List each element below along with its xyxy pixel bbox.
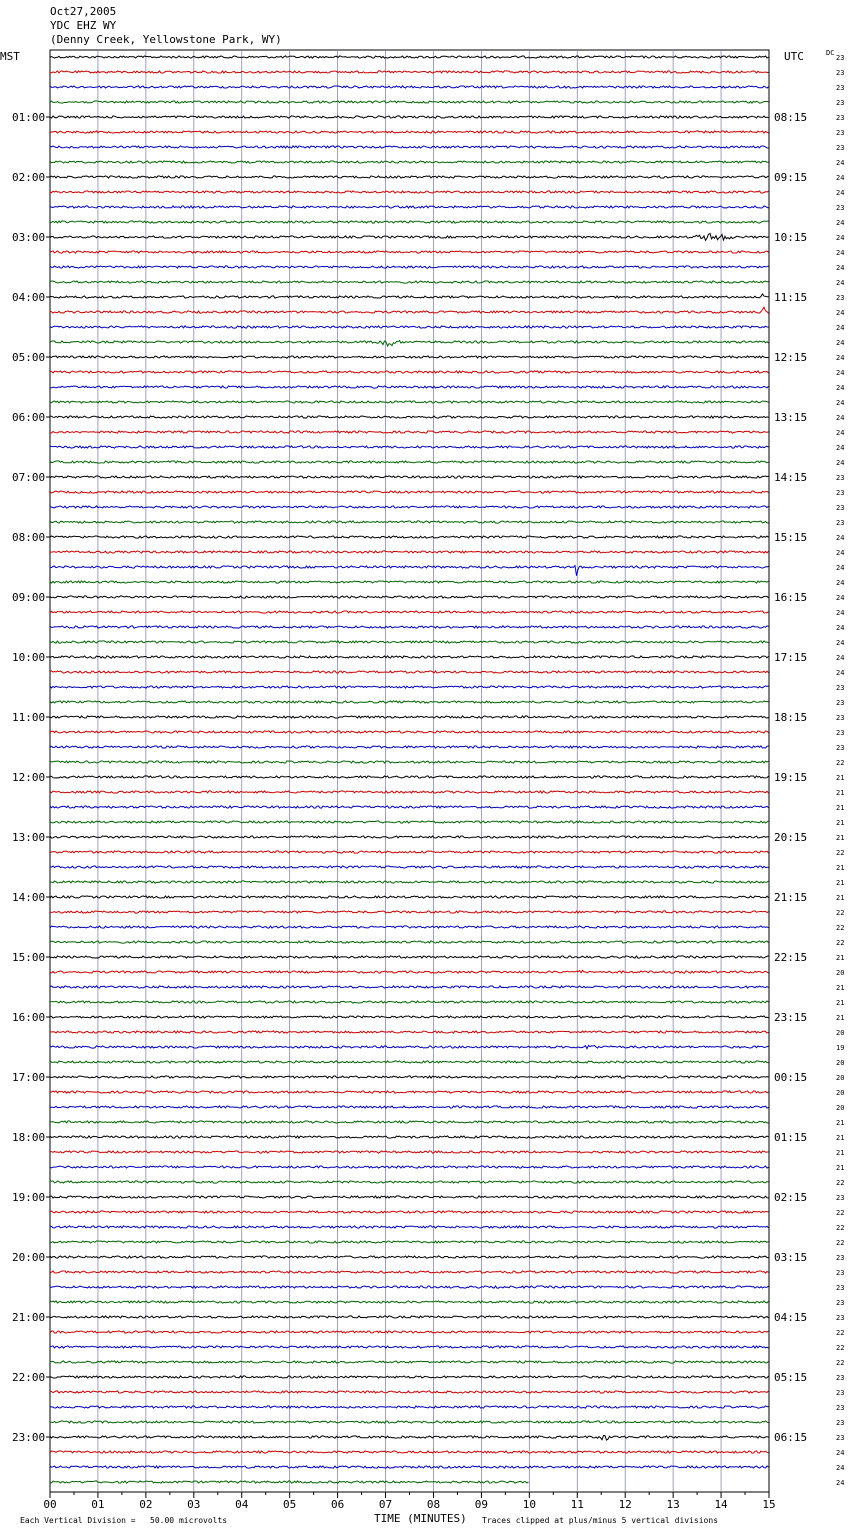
trace-row bbox=[50, 233, 769, 240]
trace-row bbox=[50, 1211, 769, 1213]
trace-row bbox=[50, 1001, 769, 1003]
trace-row bbox=[50, 101, 769, 103]
x-tick-label: 05 bbox=[283, 1498, 297, 1511]
right-hour-label: 18:15 bbox=[774, 711, 808, 724]
trace-row bbox=[50, 956, 769, 958]
right-hour-label: 10:15 bbox=[774, 231, 808, 244]
trace-row bbox=[50, 806, 769, 808]
x-tick-label: 07 bbox=[378, 1498, 393, 1511]
left-hour-label: 12:00 bbox=[12, 771, 46, 784]
trace-row bbox=[50, 161, 769, 163]
trace-row bbox=[50, 86, 769, 88]
left-hour-label: 19:00 bbox=[12, 1191, 46, 1204]
dc-offset-label: 24 bbox=[836, 609, 845, 617]
trace-row bbox=[50, 521, 769, 523]
x-tick-label: 10 bbox=[522, 1498, 536, 1511]
left-hour-label: 13:00 bbox=[12, 831, 46, 844]
dc-offset-label: 22 bbox=[836, 1224, 845, 1232]
dc-offset-label: 24 bbox=[836, 384, 845, 392]
trace-row bbox=[50, 1061, 769, 1063]
dc-offset-label: 21 bbox=[836, 1134, 845, 1142]
trace-layer bbox=[50, 56, 769, 1483]
trace-row bbox=[50, 371, 769, 373]
dc-offset-label: 24 bbox=[836, 399, 845, 407]
trace-row bbox=[50, 566, 769, 576]
trace-row bbox=[50, 1136, 769, 1138]
right-hour-label: 15:15 bbox=[774, 531, 808, 544]
x-tick-label: 08 bbox=[426, 1498, 441, 1511]
trace-row bbox=[50, 911, 769, 913]
trace-row bbox=[50, 1481, 529, 1483]
dc-offset-label: 23 bbox=[836, 1269, 845, 1277]
trace-row bbox=[50, 686, 769, 688]
left-hour-label: 14:00 bbox=[12, 891, 46, 904]
trace-row bbox=[50, 1421, 769, 1423]
trace-row bbox=[50, 491, 769, 493]
trace-row bbox=[50, 176, 769, 178]
dc-offset-label: 23 bbox=[836, 744, 845, 752]
scale-note: Each Vertical Division = 50.00 microvolts bbox=[20, 1516, 228, 1525]
trace-row bbox=[50, 416, 769, 418]
dc-offset-label: 24 bbox=[836, 654, 845, 662]
right-hour-label: 22:15 bbox=[774, 951, 808, 964]
dc-offset-label: 24 bbox=[836, 264, 845, 272]
dc-offset-label: 24 bbox=[836, 324, 845, 332]
dc-offset-label: 22 bbox=[836, 1329, 845, 1337]
trace-row bbox=[50, 1346, 769, 1348]
trace-row bbox=[50, 1151, 769, 1153]
dc-offset-label: 22 bbox=[836, 1344, 845, 1352]
right-hour-label: 06:15 bbox=[774, 1431, 808, 1444]
dc-offset-label: 23 bbox=[836, 1389, 845, 1397]
dc-offset-label: 23 bbox=[836, 144, 845, 152]
trace-row bbox=[50, 71, 769, 73]
dc-offset-label: 24 bbox=[836, 579, 845, 587]
dc-offset-label: 24 bbox=[836, 1479, 845, 1487]
dc-offset-label: 24 bbox=[836, 339, 845, 347]
x-tick-label: 02 bbox=[139, 1498, 153, 1511]
x-tick-label: 00 bbox=[43, 1498, 57, 1511]
trace-row bbox=[50, 1045, 769, 1048]
trace-row bbox=[50, 294, 769, 298]
dc-offset-label: 24 bbox=[836, 459, 845, 467]
right-hour-label: 14:15 bbox=[774, 471, 808, 484]
trace-row bbox=[50, 626, 769, 628]
dc-offset-label: 23 bbox=[836, 1419, 845, 1427]
trace-row bbox=[50, 821, 769, 823]
left-hour-label: 08:00 bbox=[12, 531, 46, 544]
trace-row bbox=[50, 1301, 769, 1303]
right-hour-label: 12:15 bbox=[774, 351, 808, 364]
dc-label: DC bbox=[826, 49, 835, 57]
dc-offset-label: 23 bbox=[836, 714, 845, 722]
dc-offset-label: 21 bbox=[836, 819, 845, 827]
left-hour-label: 18:00 bbox=[12, 1131, 46, 1144]
trace-row bbox=[50, 536, 769, 538]
trace-row bbox=[50, 1316, 769, 1318]
dc-offset-label: 22 bbox=[836, 1359, 845, 1367]
trace-row bbox=[50, 131, 769, 133]
dc-offset-label: 23 bbox=[836, 129, 845, 137]
x-tick-label: 06 bbox=[330, 1498, 345, 1511]
x-axis-label: TIME (MINUTES) bbox=[374, 1512, 467, 1525]
left-hour-label: 09:00 bbox=[12, 591, 46, 604]
trace-row bbox=[50, 941, 769, 943]
right-hour-label: 05:15 bbox=[774, 1371, 808, 1384]
dc-offset-label: 22 bbox=[836, 939, 845, 947]
dc-offset-label: 24 bbox=[836, 1449, 845, 1457]
dc-offset-label: 24 bbox=[836, 1464, 845, 1472]
trace-row bbox=[50, 656, 769, 658]
trace-row bbox=[50, 1181, 769, 1183]
left-hour-label: 01:00 bbox=[12, 111, 46, 124]
x-tick-label: 13 bbox=[666, 1498, 680, 1511]
trace-row bbox=[50, 1376, 769, 1378]
right-timezone-label: UTC bbox=[784, 50, 804, 63]
dc-offset-label: 23 bbox=[836, 1299, 845, 1307]
right-hour-label: 00:15 bbox=[774, 1071, 808, 1084]
right-hour-label: 09:15 bbox=[774, 171, 808, 184]
dc-offset-label: 24 bbox=[836, 159, 845, 167]
dc-offset-label: 24 bbox=[836, 249, 845, 257]
trace-row bbox=[50, 746, 769, 748]
trace-row bbox=[50, 671, 769, 673]
dc-offset-label: 24 bbox=[836, 279, 845, 287]
trace-row bbox=[50, 761, 769, 763]
trace-row bbox=[50, 1391, 769, 1393]
dc-offset-label: 24 bbox=[836, 669, 845, 677]
trace-row bbox=[50, 551, 769, 553]
trace-row bbox=[50, 506, 769, 508]
dc-offset-label: 23 bbox=[836, 699, 845, 707]
trace-row bbox=[50, 281, 769, 283]
left-timezone-label: MST bbox=[0, 50, 20, 63]
dc-offset-label: 23 bbox=[836, 1284, 845, 1292]
dc-offset-label: 22 bbox=[836, 909, 845, 917]
trace-row bbox=[50, 881, 769, 883]
dc-offset-label: 24 bbox=[836, 549, 845, 557]
dc-offset-label: 22 bbox=[836, 759, 845, 767]
dc-offset-label: 23 bbox=[836, 1434, 845, 1442]
dc-offset-label: 20 bbox=[836, 1089, 845, 1097]
dc-offset-label: 22 bbox=[836, 924, 845, 932]
x-tick-label: 11 bbox=[570, 1498, 584, 1511]
right-hour-label: 11:15 bbox=[774, 291, 808, 304]
trace-row bbox=[50, 1196, 769, 1198]
dc-offset-label: 20 bbox=[836, 1029, 845, 1037]
left-hour-label: 21:00 bbox=[12, 1311, 46, 1324]
dc-offset-label: 21 bbox=[836, 1119, 845, 1127]
trace-row bbox=[50, 446, 769, 448]
dc-offset-label: 19 bbox=[836, 1044, 845, 1052]
trace-row bbox=[50, 1106, 769, 1108]
trace-row bbox=[50, 1121, 769, 1123]
x-tick-label: 09 bbox=[474, 1498, 489, 1511]
trace-row bbox=[50, 596, 769, 598]
dc-offset-label: 20 bbox=[836, 1059, 845, 1067]
trace-row bbox=[50, 386, 769, 388]
dc-offset-label: 20 bbox=[836, 1074, 845, 1082]
trace-row bbox=[50, 191, 769, 193]
dc-offset-label: 23 bbox=[836, 474, 845, 482]
dc-offset-label: 21 bbox=[836, 954, 845, 962]
trace-row bbox=[50, 970, 769, 973]
trace-row bbox=[50, 326, 769, 328]
right-hour-label: 08:15 bbox=[774, 111, 808, 124]
trace-row bbox=[50, 701, 769, 703]
trace-row bbox=[50, 926, 769, 928]
trace-row bbox=[50, 1271, 769, 1273]
trace-row bbox=[50, 266, 769, 268]
trace-row bbox=[50, 1031, 769, 1033]
trace-row bbox=[50, 1451, 769, 1453]
trace-row bbox=[50, 776, 769, 778]
station-label: YDC EHZ WY bbox=[50, 19, 117, 32]
dc-offset-label: 23 bbox=[836, 1254, 845, 1262]
dc-offset-label: 23 bbox=[836, 84, 845, 92]
dc-offset-label: 23 bbox=[836, 729, 845, 737]
right-hour-label: 16:15 bbox=[774, 591, 808, 604]
dc-offset-label: 23 bbox=[836, 99, 845, 107]
dc-offset-label: 20 bbox=[836, 1104, 845, 1112]
dc-offset-label: 21 bbox=[836, 864, 845, 872]
dc-offset-label: 24 bbox=[836, 564, 845, 572]
trace-row bbox=[50, 1286, 769, 1288]
trace-row bbox=[50, 896, 769, 898]
dc-offset-label: 24 bbox=[836, 414, 845, 422]
trace-row bbox=[50, 641, 769, 643]
trace-row bbox=[50, 356, 769, 358]
dc-offset-label: 21 bbox=[836, 804, 845, 812]
left-hour-label: 11:00 bbox=[12, 711, 46, 724]
dc-offset-label: 23 bbox=[836, 504, 845, 512]
right-hour-label: 01:15 bbox=[774, 1131, 808, 1144]
x-tick-label: 03 bbox=[187, 1498, 201, 1511]
dc-offset-label: 23 bbox=[836, 519, 845, 527]
dc-offset-label: 22 bbox=[836, 1179, 845, 1187]
left-hour-label: 06:00 bbox=[12, 411, 46, 424]
dc-offset-label: 24 bbox=[836, 354, 845, 362]
right-hour-label: 23:15 bbox=[774, 1011, 808, 1024]
trace-row bbox=[50, 836, 769, 838]
trace-row bbox=[50, 1406, 769, 1408]
dc-offset-label: 23 bbox=[836, 1404, 845, 1412]
trace-row bbox=[50, 1016, 769, 1018]
trace-row bbox=[50, 146, 769, 148]
dc-offset-label: 21 bbox=[836, 774, 845, 782]
trace-row bbox=[50, 1166, 769, 1168]
date-label: Oct27,2005 bbox=[50, 5, 117, 18]
location-label: (Denny Creek, Yellowstone Park, WY) bbox=[50, 33, 282, 46]
dc-offset-label: 22 bbox=[836, 1239, 845, 1247]
left-hour-label: 15:00 bbox=[12, 951, 46, 964]
x-tick-label: 14 bbox=[714, 1498, 728, 1511]
dc-offset-label: 24 bbox=[836, 219, 845, 227]
dc-offset-label: 22 bbox=[836, 849, 845, 857]
dc-offset-label: 23 bbox=[836, 294, 845, 302]
trace-row bbox=[50, 476, 769, 478]
trace-row bbox=[50, 791, 769, 793]
trace-row bbox=[50, 431, 769, 433]
left-hour-label: 03:00 bbox=[12, 231, 46, 244]
trace-row bbox=[50, 1466, 769, 1468]
dc-offset-label: 24 bbox=[836, 444, 845, 452]
dc-offset-label: 23 bbox=[836, 69, 845, 77]
trace-row bbox=[50, 251, 769, 253]
right-hour-label: 03:15 bbox=[774, 1251, 808, 1264]
trace-row bbox=[50, 716, 769, 718]
left-hour-label: 17:00 bbox=[12, 1071, 46, 1084]
trace-row bbox=[50, 1256, 769, 1258]
left-hour-label: 04:00 bbox=[12, 291, 46, 304]
right-hour-label: 13:15 bbox=[774, 411, 808, 424]
dc-offset-label: 24 bbox=[836, 639, 845, 647]
dc-offset-label: 24 bbox=[836, 534, 845, 542]
dc-offset-label: 21 bbox=[836, 1014, 845, 1022]
right-hour-label: 19:15 bbox=[774, 771, 808, 784]
dc-offset-label: 21 bbox=[836, 1149, 845, 1157]
left-hour-label: 07:00 bbox=[12, 471, 46, 484]
dc-offset-label: 23 bbox=[836, 1374, 845, 1382]
dc-offset-label: 21 bbox=[836, 834, 845, 842]
dc-offset-label: 24 bbox=[836, 174, 845, 182]
trace-row bbox=[50, 401, 769, 403]
dc-offset-label: 21 bbox=[836, 894, 845, 902]
x-tick-label: 04 bbox=[235, 1498, 249, 1511]
left-hour-label: 02:00 bbox=[12, 171, 46, 184]
x-tick-label: 15 bbox=[762, 1498, 776, 1511]
label-layer bbox=[12, 54, 844, 1511]
right-hour-label: 04:15 bbox=[774, 1311, 808, 1324]
right-hour-label: 21:15 bbox=[774, 891, 808, 904]
dc-offset-label: 24 bbox=[836, 594, 845, 602]
trace-row bbox=[50, 56, 769, 58]
trace-row bbox=[50, 731, 769, 733]
dc-offset-label: 24 bbox=[836, 624, 845, 632]
trace-row bbox=[50, 851, 769, 853]
dc-offset-label: 23 bbox=[836, 204, 845, 212]
dc-offset-label: 24 bbox=[836, 234, 845, 242]
trace-row bbox=[50, 1361, 769, 1363]
left-hour-label: 22:00 bbox=[12, 1371, 46, 1384]
trace-row bbox=[50, 1436, 769, 1441]
trace-row bbox=[50, 866, 769, 868]
dc-offset-label: 23 bbox=[836, 489, 845, 497]
dc-offset-label: 21 bbox=[836, 879, 845, 887]
dc-offset-label: 23 bbox=[836, 1314, 845, 1322]
dc-offset-label: 23 bbox=[836, 684, 845, 692]
trace-row bbox=[50, 461, 769, 463]
trace-row bbox=[50, 221, 769, 223]
left-hour-label: 16:00 bbox=[12, 1011, 46, 1024]
left-hour-label: 20:00 bbox=[12, 1251, 46, 1264]
trace-row bbox=[50, 341, 769, 347]
trace-row bbox=[50, 1091, 769, 1093]
trace-row bbox=[50, 1241, 769, 1243]
dc-offset-label: 21 bbox=[836, 984, 845, 992]
dc-offset-label: 20 bbox=[836, 969, 845, 977]
clip-note: Traces clipped at plus/minus 5 vertical divisions bbox=[482, 1516, 719, 1525]
trace-row bbox=[50, 1226, 769, 1228]
trace-row bbox=[50, 581, 769, 583]
trace-row bbox=[50, 1076, 769, 1078]
dc-offset-label: 23 bbox=[836, 54, 845, 62]
right-hour-label: 20:15 bbox=[774, 831, 808, 844]
dc-offset-label: 21 bbox=[836, 1164, 845, 1172]
trace-row bbox=[50, 116, 769, 118]
trace-row bbox=[50, 611, 769, 613]
trace-row bbox=[50, 206, 769, 208]
dc-offset-label: 24 bbox=[836, 369, 845, 377]
dc-offset-label: 23 bbox=[836, 114, 845, 122]
right-hour-label: 17:15 bbox=[774, 651, 808, 664]
dc-offset-label: 21 bbox=[836, 999, 845, 1007]
left-hour-label: 05:00 bbox=[12, 351, 46, 364]
dc-offset-label: 23 bbox=[836, 1194, 845, 1202]
trace-row bbox=[50, 307, 769, 313]
trace-row bbox=[50, 986, 769, 988]
left-hour-label: 10:00 bbox=[12, 651, 46, 664]
x-tick-label: 01 bbox=[91, 1498, 105, 1511]
dc-offset-label: 24 bbox=[836, 309, 845, 317]
right-hour-label: 02:15 bbox=[774, 1191, 808, 1204]
dc-offset-label: 24 bbox=[836, 189, 845, 197]
x-tick-label: 12 bbox=[618, 1498, 632, 1511]
left-hour-label: 23:00 bbox=[12, 1431, 46, 1444]
trace-row bbox=[50, 1331, 769, 1333]
dc-offset-label: 22 bbox=[836, 1209, 845, 1217]
dc-offset-label: 24 bbox=[836, 429, 845, 437]
dc-offset-label: 21 bbox=[836, 789, 845, 797]
